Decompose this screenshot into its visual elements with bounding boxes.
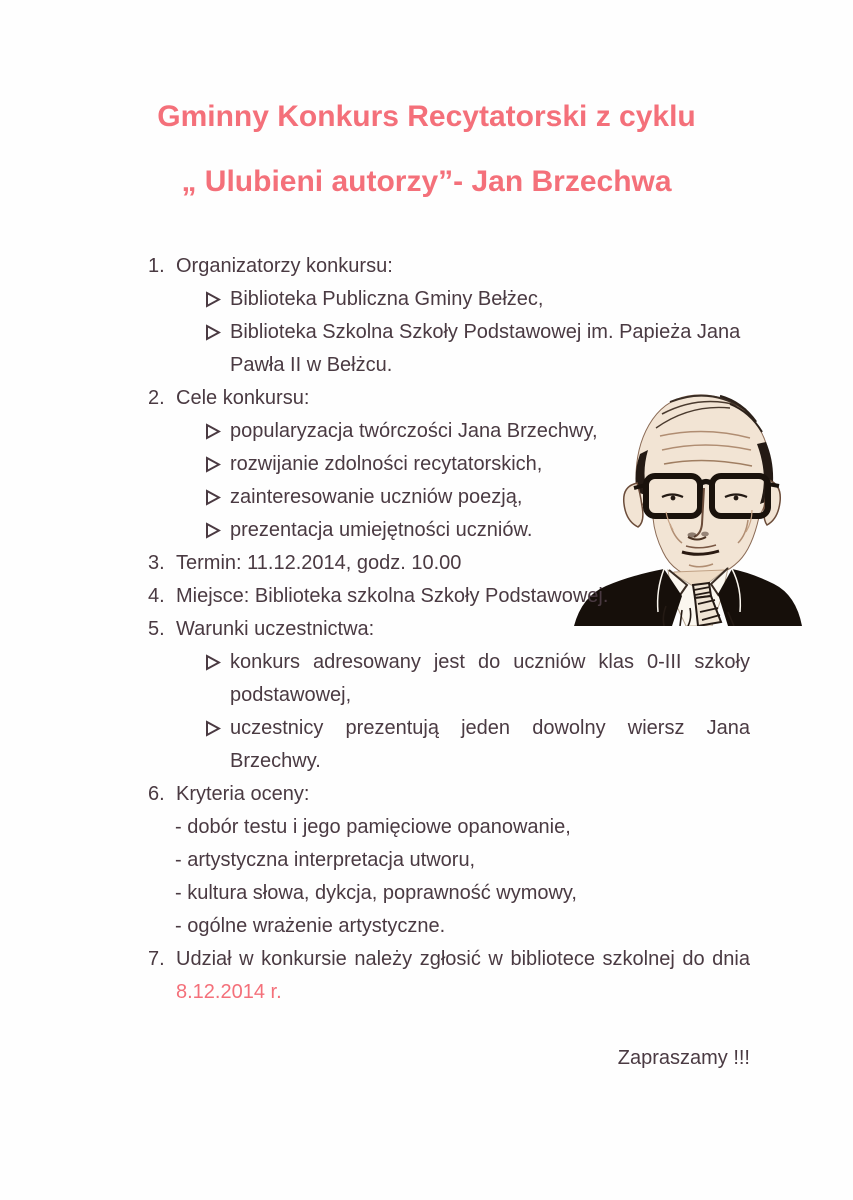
section-heading: Miejsce: Biblioteka szkolna Szkoły Podstawowej.	[176, 585, 609, 607]
arrow-bullet-icon	[205, 283, 230, 316]
document-title-line-1: Gminny Konkurs Recytatorski z cyklu	[157, 100, 696, 133]
bullet-item	[148, 712, 750, 778]
bullet-text: konkurs adresowany jest do uczniów klas 0-III szkoły podstawowej,	[230, 651, 750, 706]
item-number: 7.	[148, 948, 165, 970]
bullet-text: prezentacja umiejętności uczniów.	[230, 519, 533, 541]
section-organizatorzy	[148, 250, 750, 382]
item-number: 3.	[148, 552, 165, 574]
dash-item: - kultura słowa, dykcja, poprawność wymowy,	[175, 882, 577, 904]
bullet-text: Biblioteka Szkolna Szkoły Podstawowej im. Papieża Jana Pawła II w Bełżcu.	[230, 321, 741, 376]
section-cele	[148, 382, 750, 547]
arrow-bullet-icon	[205, 316, 230, 382]
arrow-bullet-icon	[205, 514, 230, 547]
bullet-item	[148, 415, 750, 448]
section-termin	[148, 547, 750, 580]
section-kryteria	[148, 778, 750, 943]
dash-item: - dobór testu i jego pamięciowe opanowanie,	[175, 816, 571, 838]
bullet-item	[148, 316, 750, 382]
arrow-bullet-icon	[205, 448, 230, 481]
section-warunki	[148, 613, 750, 778]
item-number: 5.	[148, 618, 165, 640]
item-number: 4.	[148, 585, 165, 607]
section-heading: Cele konkursu:	[176, 387, 310, 409]
arrow-bullet-icon	[205, 481, 230, 514]
section-miejsce	[148, 580, 750, 613]
item-number: 1.	[148, 255, 165, 277]
deadline-text	[176, 943, 750, 1009]
bullet-text: popularyzacja twórczości Jana Brzechwy,	[230, 420, 598, 442]
bullet-text: uczestnicy prezentują jeden dowolny wiersz Jana Brzechwy.	[230, 717, 750, 772]
item-number: 6.	[148, 783, 165, 805]
closing-text: Zapraszamy !!!	[617, 1047, 750, 1069]
section-heading: Organizatorzy konkursu:	[176, 255, 393, 277]
dash-item: - artystyczna interpretacja utworu,	[175, 849, 476, 871]
document-title-line-2: „ Ulubieni autorzy”- Jan Brzechwa	[181, 165, 672, 198]
deadline-date: 8.12.2014 r.	[176, 981, 282, 1003]
section-zgloszenia	[148, 943, 750, 1009]
section-heading: Kryteria oceny:	[176, 783, 310, 805]
dash-item: - ogólne wrażenie artystyczne.	[175, 915, 446, 937]
bullet-item	[148, 481, 750, 514]
arrow-bullet-icon	[205, 712, 230, 778]
bullet-item	[148, 448, 750, 481]
bullet-item	[148, 514, 750, 547]
deadline-text-dark: Udział w konkursie należy zgłosić w bibliotece szkolnej do dnia	[176, 948, 750, 970]
document-body	[148, 250, 750, 1075]
bullet-item	[148, 283, 750, 316]
bullet-text: Biblioteka Publiczna Gminy Bełżec,	[230, 288, 544, 310]
section-heading: Termin: 11.12.2014, godz. 10.00	[176, 552, 462, 574]
arrow-bullet-icon	[205, 646, 230, 712]
section-heading: Warunki uczestnictwa:	[176, 618, 375, 640]
item-number: 2.	[148, 387, 165, 409]
bullet-item	[148, 646, 750, 712]
bullet-text: zainteresowanie uczniów poezją,	[230, 486, 523, 508]
arrow-bullet-icon	[205, 415, 230, 448]
bullet-text: rozwijanie zdolności recytatorskich,	[230, 453, 543, 475]
